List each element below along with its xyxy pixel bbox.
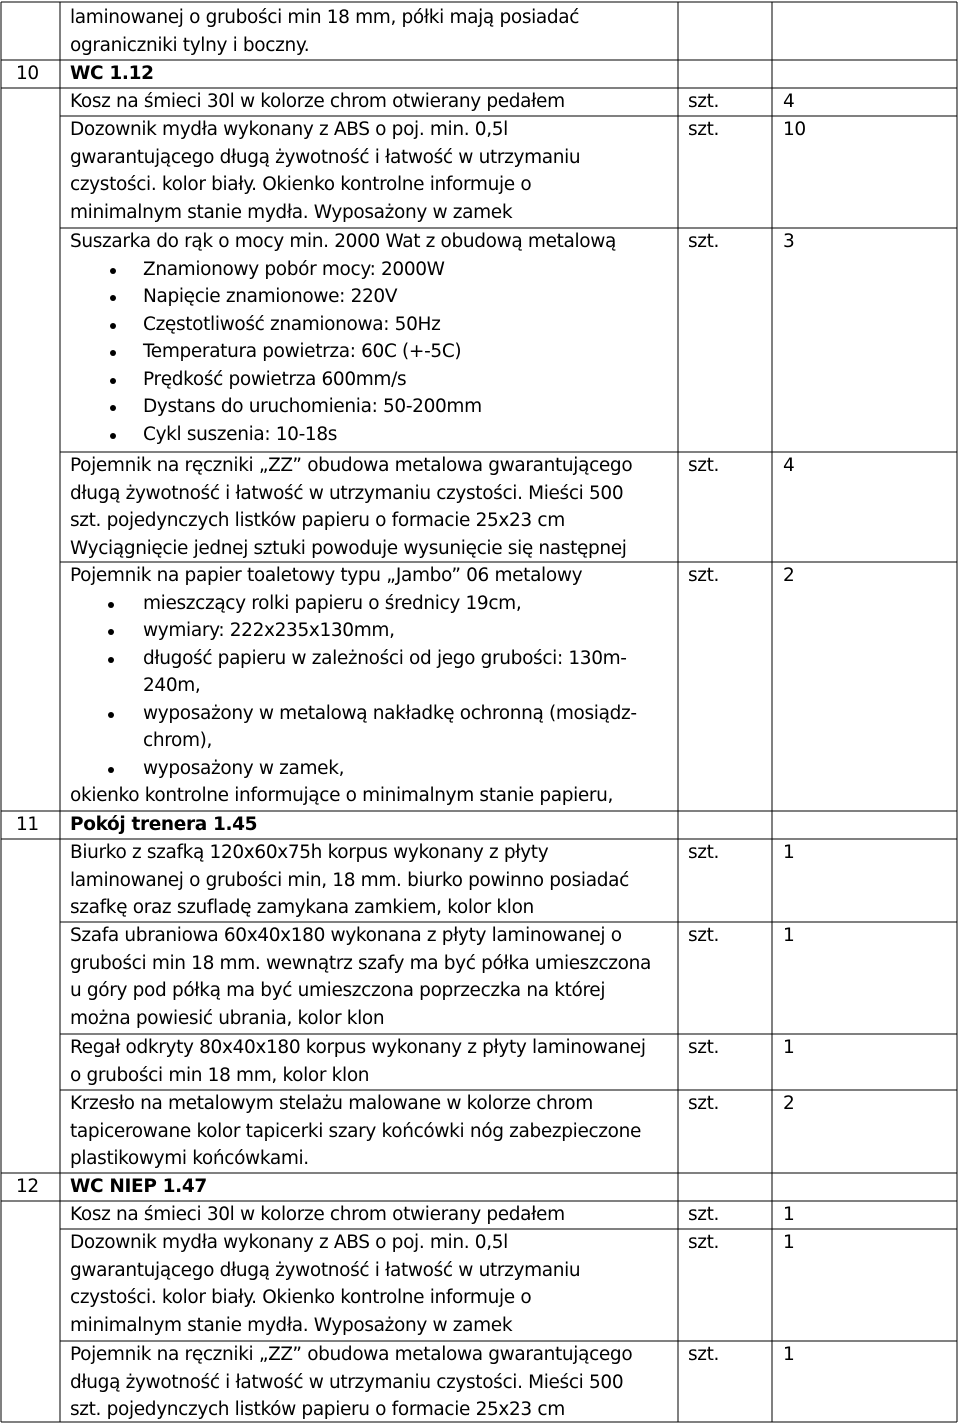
item-quantity: 3 bbox=[783, 231, 795, 252]
item-description-line: gwarantującego długą żywotność i łatwość w utrzymaniu bbox=[70, 146, 581, 168]
bullet-icon bbox=[108, 657, 114, 663]
bullet-text: mieszczący rolki papieru o średnicy 19cm, bbox=[143, 592, 522, 614]
bullet-text: wyposażony w metalową nakładkę ochronną (mosiądz- bbox=[143, 702, 637, 724]
section-number: 11 bbox=[16, 814, 39, 835]
item-description-line: minimalnym stanie mydła. Wyposażony w zamek bbox=[70, 1314, 513, 1336]
item-quantity: 4 bbox=[783, 455, 795, 476]
item-quantity: 1 bbox=[783, 1204, 795, 1225]
bullet-text: wymiary: 222x235x130mm, bbox=[143, 620, 395, 641]
item-quantity: 10 bbox=[783, 119, 806, 140]
item-unit: szt. bbox=[688, 565, 720, 586]
bullet-icon bbox=[110, 405, 116, 411]
item-unit: szt. bbox=[688, 1344, 720, 1365]
section-number: 10 bbox=[16, 63, 39, 84]
bullet-text: Prędkość powietrza 600mm/s bbox=[143, 368, 407, 390]
item-description-line: laminowanej o grubości min, 18 mm. biurko powinno posiadać bbox=[70, 869, 629, 891]
bullet-icon bbox=[110, 378, 116, 384]
item-description-line: Wyciągnięcie jednej sztuki powoduje wysunięcie się następnej bbox=[70, 537, 627, 559]
section-title: WC NIEP 1.47 bbox=[70, 1176, 207, 1197]
item-unit: szt. bbox=[688, 1204, 720, 1225]
item-unit: szt. bbox=[688, 455, 720, 476]
bullet-icon bbox=[108, 629, 114, 635]
bullet-icon bbox=[110, 350, 116, 356]
item-description-line: Pojemnik na papier toaletowy typu „Jambo” 06 metalowy bbox=[70, 565, 583, 586]
item-description-line: Szafa ubraniowa 60x40x180 wykonana z płyty laminowanej o bbox=[70, 925, 622, 946]
item-quantity: 2 bbox=[783, 1093, 795, 1114]
item-description-line: laminowanej o grubości min 18 mm, półki mają posiadać bbox=[70, 7, 580, 28]
item-quantity: 1 bbox=[783, 1037, 795, 1058]
bullet-icon bbox=[108, 712, 114, 718]
item-description-line: tapicerowane kolor tapicerki szary końcówki nóg zabezpieczone bbox=[70, 1120, 642, 1142]
item-quantity: 4 bbox=[783, 91, 795, 112]
item-unit: szt. bbox=[688, 842, 720, 863]
item-unit: szt. bbox=[688, 1037, 720, 1058]
item-description-line: Kosz na śmieci 30l w kolorze chrom otwierany pedałem bbox=[70, 91, 565, 112]
item-description-line: Suszarka do rąk o mocy min. 2000 Wat z obudową metalową bbox=[70, 231, 617, 252]
item-description-line: Biurko z szafką 120x60x75h korpus wykonany z płyty bbox=[70, 842, 549, 863]
item-unit: szt. bbox=[688, 925, 720, 946]
bullet-text: długość papieru w zależności od jego grubości: 130m- bbox=[143, 647, 627, 669]
section-number: 12 bbox=[16, 1176, 39, 1197]
item-description-line: Dozownik mydła wykonany z ABS o poj. min. 0,5l bbox=[70, 119, 508, 140]
item-quantity: 1 bbox=[783, 925, 795, 946]
item-description-line: Pojemnik na ręczniki „ZZ” obudowa metalowa gwarantującego bbox=[70, 455, 633, 476]
bullet-text: Częstotliwość znamionowa: 50Hz bbox=[143, 313, 441, 335]
item-description-line: długą żywotność i łatwość w utrzymaniu czystości. Mieści 500 bbox=[70, 482, 624, 504]
item-quantity: 1 bbox=[783, 1344, 795, 1365]
section-title: Pokój trenera 1.45 bbox=[70, 814, 258, 835]
item-quantity: 1 bbox=[783, 1232, 795, 1253]
item-quantity: 1 bbox=[783, 842, 795, 863]
bullet-icon bbox=[108, 767, 114, 773]
item-description-line: Kosz na śmieci 30l w kolorze chrom otwierany pedałem bbox=[70, 1204, 565, 1225]
bullet-text: Temperatura powietrza: 60C (+-5C) bbox=[143, 341, 462, 362]
item-unit: szt. bbox=[688, 91, 720, 112]
item-description-line: u góry pod półką ma być umieszczona poprzeczka na której bbox=[70, 980, 606, 1001]
bullet-icon bbox=[110, 323, 116, 329]
item-unit: szt. bbox=[688, 1093, 720, 1114]
bullet-icon bbox=[110, 295, 116, 301]
item-description-line: okienko kontrolne informujące o minimalnym stanie papieru, bbox=[70, 785, 614, 806]
item-description-line: długą żywotność i łatwość w utrzymaniu czystości. Mieści 500 bbox=[70, 1371, 624, 1393]
item-quantity: 2 bbox=[783, 565, 795, 586]
bullet-icon bbox=[110, 433, 116, 439]
item-description-line: czystości. kolor biały. Okienko kontrolne informuje o bbox=[70, 174, 532, 195]
item-description-line: czystości. kolor biały. Okienko kontrolne informuje o bbox=[70, 1287, 532, 1308]
item-description-line: szt. pojedynczych listków papieru o formacie 25x23 cm bbox=[70, 1399, 565, 1420]
item-description-line: o grubości min 18 mm, kolor klon bbox=[70, 1064, 370, 1086]
item-description-line: można powiesić ubrania, kolor klon bbox=[70, 1007, 385, 1029]
item-description-line: plastikowymi końcówkami. bbox=[70, 1148, 309, 1169]
bullet-text: chrom), bbox=[143, 730, 213, 751]
bullet-text: 240m, bbox=[143, 675, 201, 696]
bullet-text: Znamionowy pobór mocy: 2000W bbox=[143, 258, 445, 280]
item-description-line: Krzesło na metalowym stelażu malowane w kolorze chrom bbox=[70, 1093, 593, 1114]
item-description-line: ograniczniki tylny i boczny. bbox=[70, 34, 310, 56]
bullet-icon bbox=[110, 268, 116, 274]
item-unit: szt. bbox=[688, 119, 720, 140]
item-description-line: grubości min 18 mm. wewnątrz szafy ma być półka umieszczona bbox=[70, 952, 651, 974]
item-description-line: Regał odkryty 80x40x180 korpus wykonany z płyty laminowanej bbox=[70, 1037, 646, 1058]
bullet-text: Dystans do uruchomienia: 50-200mm bbox=[143, 396, 482, 417]
bullet-icon bbox=[108, 602, 114, 608]
item-unit: szt. bbox=[688, 1232, 720, 1253]
item-description-line: szt. pojedynczych listków papieru o formacie 25x23 cm bbox=[70, 510, 565, 531]
item-description-line: szafkę oraz szufladę zamykana zamkiem, kolor klon bbox=[70, 897, 534, 918]
item-unit: szt. bbox=[688, 231, 720, 252]
item-description-line: gwarantującego długą żywotność i łatwość w utrzymaniu bbox=[70, 1259, 581, 1281]
item-description-line: Dozownik mydła wykonany z ABS o poj. min. 0,5l bbox=[70, 1232, 508, 1253]
item-description-line: minimalnym stanie mydła. Wyposażony w zamek bbox=[70, 201, 513, 223]
bullet-text: wyposażony w zamek, bbox=[143, 757, 345, 779]
bullet-text: Cykl suszenia: 10-18s bbox=[143, 423, 338, 445]
bullet-text: Napięcie znamionowe: 220V bbox=[143, 286, 398, 307]
item-description-line: Pojemnik na ręczniki „ZZ” obudowa metalowa gwarantującego bbox=[70, 1344, 633, 1365]
section-title: WC 1.12 bbox=[70, 63, 154, 84]
